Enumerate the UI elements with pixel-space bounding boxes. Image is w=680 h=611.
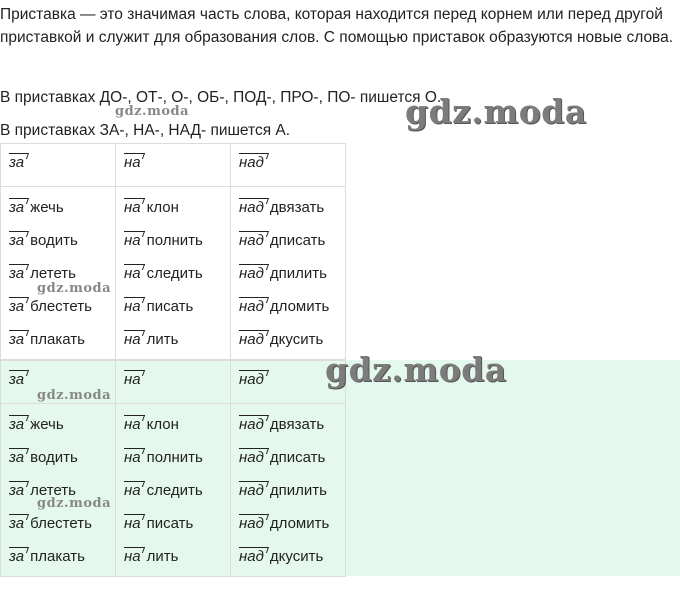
word-entry	[9, 329, 115, 362]
word-prefix: на	[124, 514, 145, 533]
word-entry	[124, 447, 230, 480]
watermark-logo: gdz.moda	[115, 104, 190, 119]
word-rest: дпилить	[269, 265, 327, 282]
word-prefix: за	[9, 547, 28, 566]
word-entry	[124, 480, 230, 513]
word-rest: полнить	[146, 232, 203, 249]
word-entry	[124, 414, 230, 447]
word-entry	[124, 329, 230, 362]
word-rest: двязать	[269, 199, 325, 216]
word-rest: клон	[146, 199, 179, 216]
word-column	[231, 404, 345, 576]
word-rest: клон	[146, 416, 179, 433]
word-rest: дломить	[269, 298, 330, 315]
word-prefix: на	[124, 231, 145, 250]
word-entry	[239, 480, 345, 513]
word-prefix: над	[239, 264, 268, 283]
word-prefix: над	[239, 330, 268, 349]
watermark-logo: gdz.moda	[37, 388, 112, 403]
prefix-header: над	[239, 153, 268, 172]
word-rest: писать	[146, 515, 194, 532]
word-rest: блестеть	[30, 298, 92, 315]
watermark-logo: gdz.moda	[37, 496, 112, 511]
intro-paragraph: Приставка — это значимая часть слова, которая находится перед корнем или перед другой приставкой и служит для образования слов. С помощью приставок образуются новые слова.	[0, 6, 674, 46]
word-prefix: над	[239, 448, 268, 467]
watermark-logo: gdz.moda	[405, 92, 587, 131]
word-entry	[124, 546, 230, 579]
word-entry	[239, 546, 345, 579]
prefix-header: на	[124, 153, 145, 172]
word-prefix: на	[124, 297, 145, 316]
word-entry	[239, 296, 345, 329]
word-rest: жечь	[30, 416, 64, 433]
word-prefix: за	[9, 231, 28, 250]
rule-a-text: В приставках ЗА-, НА-, НАД- пишется А.	[0, 122, 291, 139]
rule-o-text: В приставках ДО-, ОТ-, О-, ОБ-, ПОД-, ПРО-, ПО- пишется О.	[0, 89, 442, 106]
word-column	[1, 404, 115, 576]
word-rest: блестеть	[30, 515, 92, 532]
word-prefix: за	[9, 514, 28, 533]
word-column	[1, 187, 115, 359]
word-rest: дпилить	[269, 482, 327, 499]
word-prefix: над	[239, 415, 268, 434]
word-entry	[9, 513, 115, 546]
word-rest: лететь	[30, 265, 76, 282]
word-rest: лить	[146, 331, 179, 348]
word-entry	[124, 197, 230, 230]
word-prefix: за	[9, 198, 28, 217]
word-entry	[9, 296, 115, 329]
word-entry	[9, 414, 115, 447]
word-rest: двязать	[269, 416, 325, 433]
word-prefix: над	[239, 297, 268, 316]
word-prefix: над	[239, 231, 268, 250]
word-prefix: за	[9, 330, 28, 349]
word-rest: жечь	[30, 199, 64, 216]
word-entry	[239, 230, 345, 263]
word-prefix: над	[239, 481, 268, 500]
word-rest: дкусить	[269, 548, 324, 565]
word-rest: водить	[30, 232, 78, 249]
word-rest: плакать	[30, 331, 85, 348]
prefix-header: за	[9, 153, 28, 172]
word-entry	[124, 263, 230, 296]
watermark-logo: gdz.moda	[37, 281, 112, 296]
word-rest: следить	[146, 482, 203, 499]
word-rest: следить	[146, 265, 203, 282]
word-entry	[239, 414, 345, 447]
watermark-logo: gdz.moda	[325, 350, 507, 389]
word-prefix: на	[124, 198, 145, 217]
word-entry	[124, 296, 230, 329]
word-prefix: за	[9, 481, 28, 500]
word-prefix: на	[124, 330, 145, 349]
word-entry	[9, 546, 115, 579]
word-prefix: на	[124, 264, 145, 283]
word-prefix: над	[239, 547, 268, 566]
word-rest: водить	[30, 449, 78, 466]
word-rest: дписать	[269, 232, 326, 249]
word-prefix: на	[124, 481, 145, 500]
word-prefix: над	[239, 198, 268, 217]
word-entry	[9, 230, 115, 263]
word-rest: полнить	[146, 449, 203, 466]
word-prefix: за	[9, 448, 28, 467]
word-entry	[124, 513, 230, 546]
prefix-header: над	[239, 370, 268, 389]
word-rest: лить	[146, 548, 179, 565]
word-rest: писать	[146, 298, 194, 315]
word-entry	[124, 230, 230, 263]
prefix-table	[0, 143, 346, 360]
word-entry	[239, 513, 345, 546]
word-column	[116, 404, 230, 576]
word-rest: дкусить	[269, 331, 324, 348]
word-prefix: за	[9, 264, 28, 283]
prefix-header: за	[9, 370, 28, 389]
word-prefix: на	[124, 547, 145, 566]
word-rest: плакать	[30, 548, 85, 565]
word-rest: дписать	[269, 449, 326, 466]
word-entry	[239, 447, 345, 480]
word-entry	[9, 447, 115, 480]
word-rest: дломить	[269, 515, 330, 532]
word-prefix: над	[239, 514, 268, 533]
word-entry	[239, 263, 345, 296]
word-column	[116, 187, 230, 359]
word-column	[231, 187, 345, 359]
word-prefix: на	[124, 415, 145, 434]
word-rest: лететь	[30, 482, 76, 499]
word-prefix: за	[9, 297, 28, 316]
word-prefix: на	[124, 448, 145, 467]
word-entry	[239, 197, 345, 230]
prefix-header: на	[124, 370, 145, 389]
word-entry	[9, 197, 115, 230]
word-prefix: за	[9, 415, 28, 434]
